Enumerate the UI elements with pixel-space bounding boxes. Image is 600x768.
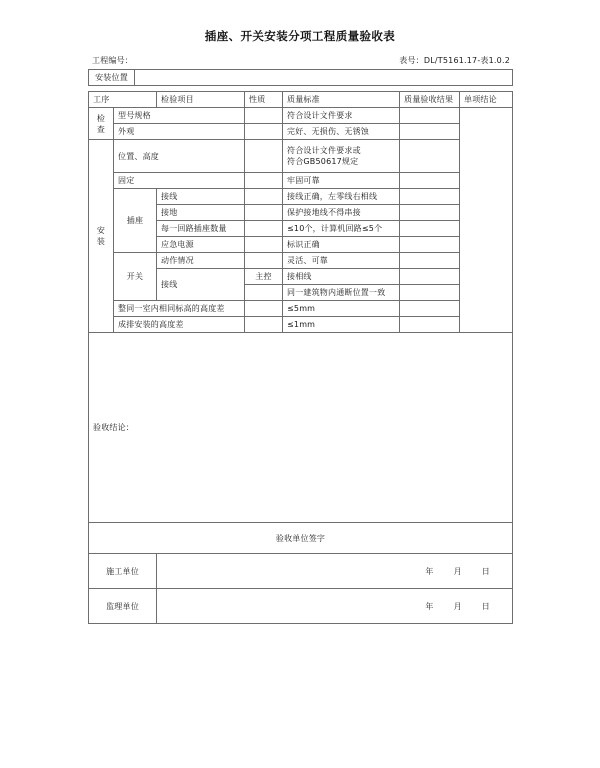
result-switch-action[interactable] bbox=[400, 253, 460, 269]
signature-unit-supervision-label: 监理单位 bbox=[89, 589, 157, 624]
item-position-height: 位置、高度 bbox=[114, 140, 245, 173]
inspection-table bbox=[88, 91, 513, 624]
item-model-spec: 型号规格 bbox=[114, 108, 245, 124]
signature-date-supervision bbox=[161, 601, 508, 612]
document-meta bbox=[88, 53, 512, 69]
signature-unit-supervision-field[interactable] bbox=[157, 589, 513, 624]
nature-same-room-height-diff bbox=[245, 301, 283, 317]
result-appearance[interactable] bbox=[400, 124, 460, 140]
standard-position-height-line2: 符合GB50617规定 bbox=[287, 157, 359, 166]
column-header-conclusion: 单项结论 bbox=[460, 92, 513, 108]
table-row bbox=[89, 140, 513, 173]
nature-fixing bbox=[245, 173, 283, 189]
nature-socket-grounding bbox=[245, 205, 283, 221]
form-sheet bbox=[88, 28, 512, 624]
month-label: 月 bbox=[453, 601, 462, 611]
day-label: 日 bbox=[481, 601, 490, 611]
nature-model-spec bbox=[245, 108, 283, 124]
nature-switch-wiring-main-control: 主控 bbox=[245, 269, 283, 285]
page-title: 插座、开关安装分项工程质量验收表 bbox=[204, 29, 396, 43]
column-header-process: 工序 bbox=[89, 92, 157, 108]
signature-row-supervision bbox=[89, 589, 513, 624]
day-label: 日 bbox=[481, 566, 490, 576]
result-socket-wiring[interactable] bbox=[400, 189, 460, 205]
table-row bbox=[89, 108, 513, 124]
standard-position-height-line1: 符合设计文件要求或 bbox=[287, 146, 361, 155]
install-location-input[interactable] bbox=[135, 70, 513, 86]
signature-section-title: 验收单位签字 bbox=[89, 523, 513, 554]
item-switch-wiring: 接线 bbox=[157, 269, 245, 301]
standard-socket-count-per-circuit: ≤10个，计算机回路≤5个 bbox=[283, 221, 400, 237]
result-row-install-height-diff[interactable] bbox=[400, 317, 460, 333]
year-label: 年 bbox=[425, 601, 434, 611]
column-header-nature: 性质 bbox=[245, 92, 283, 108]
item-row-install-height-diff: 成排安装的高度差 bbox=[114, 317, 245, 333]
standard-socket-grounding: 保护接地线不得串接 bbox=[283, 205, 400, 221]
standard-switch-wiring-uniform: 同一建筑物内通断位置一致 bbox=[283, 285, 400, 301]
conclusion-column-cell[interactable] bbox=[460, 108, 513, 333]
result-socket-grounding[interactable] bbox=[400, 205, 460, 221]
result-position-height[interactable] bbox=[400, 140, 460, 173]
item-same-room-height-diff: 整同一室内相同标高的高度差 bbox=[114, 301, 245, 317]
result-model-spec[interactable] bbox=[400, 108, 460, 124]
column-header-result: 质量验收结果 bbox=[400, 92, 460, 108]
nature-socket-count-per-circuit bbox=[245, 221, 283, 237]
signature-date-construction bbox=[161, 566, 508, 577]
result-switch-wiring-phase[interactable] bbox=[400, 269, 460, 285]
nature-position-height bbox=[245, 140, 283, 173]
signature-unit-construction-label: 施工单位 bbox=[89, 554, 157, 589]
table-header-row bbox=[89, 92, 513, 108]
table-row bbox=[89, 317, 513, 333]
item-switch-action: 动作情况 bbox=[157, 253, 245, 269]
item-socket-wiring: 接线 bbox=[157, 189, 245, 205]
nature-switch-wiring-uniform bbox=[245, 285, 283, 301]
table-row bbox=[89, 124, 513, 140]
table-row bbox=[89, 70, 513, 86]
standard-same-room-height-diff: ≤5mm bbox=[283, 301, 400, 317]
item-fixing: 固定 bbox=[114, 173, 245, 189]
install-location-label: 安装位置 bbox=[89, 70, 135, 86]
signature-row-construction bbox=[89, 554, 513, 589]
nature-appearance bbox=[245, 124, 283, 140]
year-label: 年 bbox=[425, 566, 434, 576]
item-emergency-power: 应急电源 bbox=[157, 237, 245, 253]
nature-switch-action bbox=[245, 253, 283, 269]
column-header-standard: 质量标准 bbox=[283, 92, 400, 108]
standard-switch-action: 灵活、可靠 bbox=[283, 253, 400, 269]
signature-unit-construction-field[interactable] bbox=[157, 554, 513, 589]
item-appearance: 外观 bbox=[114, 124, 245, 140]
item-socket-count-per-circuit: 每一回路插座数量 bbox=[157, 221, 245, 237]
month-label: 月 bbox=[453, 566, 462, 576]
nature-emergency-power bbox=[245, 237, 283, 253]
standard-switch-wiring-phase: 接相线 bbox=[283, 269, 400, 285]
signature-title-row bbox=[89, 523, 513, 554]
process-group-inspection: 检查 bbox=[89, 108, 114, 140]
standard-position-height bbox=[283, 140, 400, 173]
standard-model-spec: 符合设计文件要求 bbox=[283, 108, 400, 124]
result-emergency-power[interactable] bbox=[400, 237, 460, 253]
project-number-label: 工程编号： bbox=[92, 56, 133, 65]
process-group-installation: 安装 bbox=[89, 140, 114, 333]
table-row bbox=[89, 173, 513, 189]
item-group-socket: 插座 bbox=[114, 189, 157, 253]
standard-socket-wiring: 接线正确，左零线右相线 bbox=[283, 189, 400, 205]
result-fixing[interactable] bbox=[400, 173, 460, 189]
result-switch-wiring-uniform[interactable] bbox=[400, 285, 460, 301]
standard-fixing: 牢固可靠 bbox=[283, 173, 400, 189]
item-socket-grounding: 接地 bbox=[157, 205, 245, 221]
nature-row-install-height-diff bbox=[245, 317, 283, 333]
nature-socket-wiring bbox=[245, 189, 283, 205]
form-number-label: 表号：DL/T5161.17-表1.0.2 bbox=[399, 56, 510, 65]
item-group-switch: 开关 bbox=[114, 253, 157, 301]
acceptance-conclusion-area[interactable] bbox=[89, 333, 513, 523]
standard-appearance: 完好、无损伤、无锈蚀 bbox=[283, 124, 400, 140]
acceptance-conclusion-row bbox=[89, 333, 513, 523]
table-row bbox=[89, 253, 513, 269]
acceptance-conclusion-label: 验收结论： bbox=[93, 423, 134, 432]
result-socket-count-per-circuit[interactable] bbox=[400, 221, 460, 237]
result-same-room-height-diff[interactable] bbox=[400, 301, 460, 317]
table-row bbox=[89, 189, 513, 205]
table-row bbox=[89, 301, 513, 317]
standard-emergency-power: 标识正确 bbox=[283, 237, 400, 253]
location-table bbox=[88, 69, 513, 86]
standard-row-install-height-diff: ≤1mm bbox=[283, 317, 400, 333]
column-header-item: 检验项目 bbox=[157, 92, 245, 108]
